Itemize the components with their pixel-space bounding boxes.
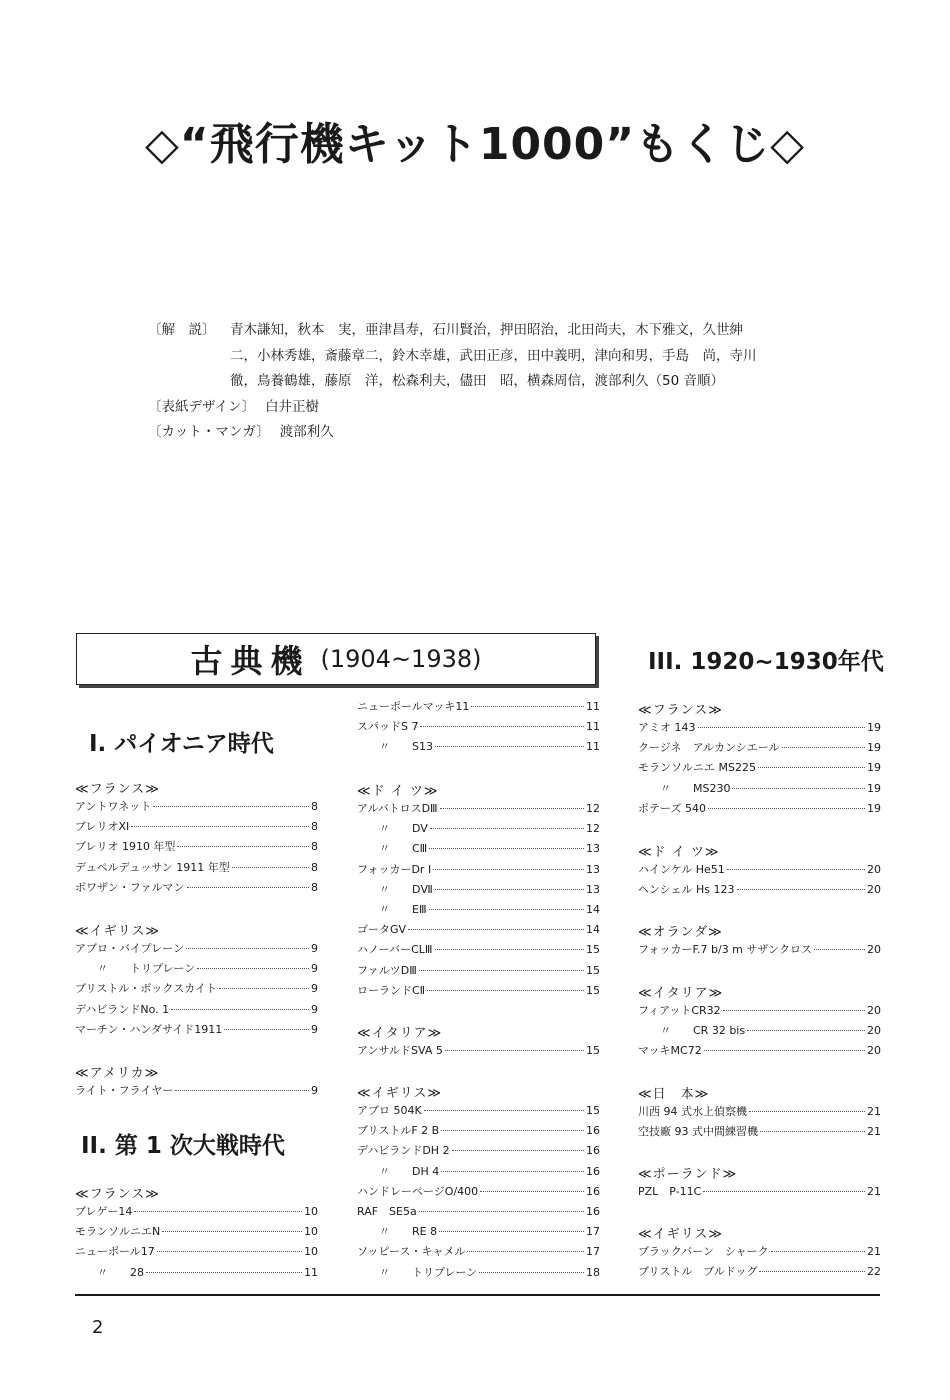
region-label: ≪日 本≫ [638,1087,710,1102]
toc-entry-page: 16 [586,1164,600,1178]
dot-leader [439,1231,584,1232]
toc-entry [638,800,881,818]
credit-value: 青木謙知，秋本 実，亜津昌寿，石川賢治，押田昭治，北田尚夫，木下雅文，久世紳二，小林秀雄，斎藤章二，鈴木幸雄，武田正彦，田中義明，津向和男，手島 尚，寺川 徹，鳥養鶴雄，藤原 洋，松森利夫，儘田 昭，横森周信，渡部利久（50 音順） [230,322,770,389]
toc-entry-page: 21 [867,1185,881,1198]
toc-entry [357,1243,600,1261]
toc-entry-page: 21 [867,1105,881,1118]
toc-entry-name: ニューポールマッキ11 [357,700,470,713]
toc-entry-page: 16 [586,1184,600,1198]
dot-leader [157,1251,302,1252]
region-label: ≪フランス≫ [638,703,723,718]
dot-leader [723,1010,865,1011]
dot-leader [698,727,866,728]
toc-entry [638,861,881,879]
toc-entry-page: 11 [586,740,600,754]
toc-entry-page: 15 [586,943,600,957]
toc-entry [638,1243,881,1261]
dot-leader [424,1110,584,1111]
dot-leader [747,1030,865,1031]
toc-entry-page: 8 [311,860,318,874]
dot-leader [175,1090,309,1091]
ditto-mark: 〃 [660,781,671,795]
toc-entry [75,960,318,978]
credit-cut-manga [148,420,758,446]
dot-leader [782,747,865,748]
toc-entry-name: DV [412,822,428,836]
toc-entry-name: ローランドCⅡ [357,983,426,997]
toc-entry-page: 14 [586,903,600,916]
toc-entry [75,879,318,897]
toc-entry-name: マッキMC72 [638,1044,702,1058]
section-years: (1904~1938) [320,645,482,673]
toc-entry [357,901,600,919]
toc-entry-page: 19 [867,761,881,775]
toc-entry-page: 14 [586,923,600,937]
dot-leader [749,1111,865,1112]
dot-leader [737,889,866,890]
dot-leader [134,1211,302,1212]
toc-entry-page: 9 [311,982,318,996]
region-label: ≪ド イ ツ≫ [357,784,439,799]
dot-leader [441,1130,584,1131]
toc-entry-name: ブレゲー14 [75,1205,133,1218]
dot-leader [435,949,584,950]
region-label: ≪イタリア≫ [357,1026,443,1041]
toc-entry-name: ゴータGV [357,923,407,937]
toc-entry-name: アルバトロスDⅢ [357,802,438,815]
credit-label: 〔カット・マンガ〕 [148,424,270,440]
region-label: ≪ド イ ツ≫ [638,845,720,860]
toc-entry-name: アンサルドSVA 5 [357,1044,443,1057]
toc-entry-name: ハノーバーCLⅢ [357,943,433,957]
toc-entry [357,820,600,838]
toc-entry [75,818,318,836]
toc-entry-name: アントワネット [75,800,152,813]
toc-entry-name: トリプレーン [130,962,196,976]
toc-entry-name: クージネ アルカンシエール [638,741,780,755]
toc-entry-name: ブレリオXI [75,820,130,834]
credit-label: 〔解 説〕 [148,322,216,338]
page-number: 2 [92,1317,104,1338]
toc-entry-page: 12 [586,802,600,815]
dot-leader [467,1251,584,1252]
dot-leader [452,1150,584,1151]
toc-entry-name: アブロ・バイプレーン [75,942,185,955]
toc-entry-page: 20 [867,943,881,956]
ditto-mark: 〃 [379,1225,390,1239]
toc-entry [638,1042,881,1060]
toc-entry-page: 19 [867,721,881,734]
toc-entry [357,982,600,1000]
toc-entry-name: EⅢ [412,903,427,916]
region-label: ≪フランス≫ [75,782,160,797]
toc-entry-name: ニューポール17 [75,1245,155,1259]
toc-entry [638,941,881,959]
dot-leader [420,726,584,727]
dot-leader [433,869,584,870]
dot-leader [419,970,584,971]
toc-entry-page: 10 [304,1225,318,1239]
toc-entry-name: S13 [412,740,433,754]
toc-entry-page: 15 [586,983,600,997]
dot-leader [146,1272,302,1273]
ditto-mark: 〃 [379,822,390,836]
dot-leader [727,869,865,870]
toc-entry-page: 18 [586,1265,600,1279]
dot-leader [704,1050,865,1051]
toc-entry [357,1042,600,1060]
toc-entry-page: 20 [867,1004,881,1017]
toc-entry-page: 17 [586,1245,600,1259]
toc-entry-name: CⅢ [412,842,428,856]
toc-entry [75,1001,318,1019]
toc-entry [75,1203,318,1221]
ditto-mark: 〃 [379,842,390,856]
toc-entry-name: ブラックバーン シャーク [638,1245,769,1258]
toc-entry-name: 川西 94 式水上偵察機 [638,1105,747,1118]
toc-entry-name: PZL P-11C [638,1185,702,1198]
ditto-mark: 〃 [379,1265,390,1279]
toc-entry [357,1183,600,1201]
toc-entry-page: 10 [304,1245,318,1259]
dot-leader [760,1131,865,1132]
toc-entry-page: 15 [586,1104,600,1117]
toc-entry-name: 空技廠 93 式中間練習機 [638,1125,758,1139]
toc-entry-name: ブリストル ブルドッグ [638,1265,758,1279]
toc-entry [357,1163,600,1181]
dot-leader [427,990,584,991]
toc-entry [357,861,600,879]
ditto-mark: 〃 [97,962,108,976]
ditto-mark: 〃 [660,1024,671,1038]
toc-entry [357,698,600,716]
dot-leader [419,1211,584,1212]
toc-entry [357,962,600,980]
ditto-mark: 〃 [379,882,390,896]
dot-leader [759,1271,865,1272]
toc-entry-name: RE 8 [412,1225,438,1239]
toc-entry [75,1264,318,1282]
toc-entry [75,980,318,998]
toc-entry [357,881,600,899]
toc-entry-page: 19 [867,781,881,795]
toc-entry [357,1223,600,1241]
dot-leader [153,806,309,807]
toc-entry-name: フォッカーF.7 b/3 m サザンクロス [638,943,812,956]
dot-leader [171,1009,309,1010]
dot-leader [408,929,584,930]
toc-entry-name: トリプレーン [412,1265,478,1279]
page-title: ◇“飛行機キット1000”もくじ◇ [144,119,806,170]
dot-leader [224,1029,309,1030]
dot-leader [732,788,865,789]
toc-entry [75,940,318,958]
dot-leader [441,1171,584,1172]
toc-entry-page: 9 [311,942,318,955]
toc-entry-name: マーチン・ハンダサイド1911 [75,1022,223,1036]
toc-entry-name: ポテーズ 540 [638,801,706,815]
toc-entry [638,881,881,899]
toc-entry [638,1123,881,1141]
region-label: ≪イギリス≫ [638,1227,723,1242]
ditto-mark: 〃 [379,740,390,754]
dot-leader [162,1231,302,1232]
toc-entry-page: 22 [867,1265,881,1279]
region-label: ≪フランス≫ [75,1187,160,1202]
toc-entry [638,780,881,798]
toc-entry-name: ブリストルF 2 B [357,1124,440,1138]
toc-entry [75,838,318,856]
toc-entry [357,800,600,818]
toc-entry-name: フォッカーDr I [357,862,432,876]
toc-entry [357,738,600,756]
toc-entry-page: 8 [311,800,318,813]
toc-entry [357,1203,600,1221]
toc-entry-name: ソッピース・キャメル [357,1245,466,1259]
toc-entry-page: 8 [311,820,318,834]
toc-entry-page: 8 [311,880,318,894]
toc-entry [75,1223,318,1241]
toc-entry-page: 20 [867,1044,881,1058]
dot-leader [131,826,309,827]
toc-entry-name: CR 32 bis [693,1024,746,1038]
toc-entry-name: ヘンシェル Hs 123 [638,883,735,897]
toc-entry-page: 11 [586,720,600,734]
toc-entry [75,1243,318,1261]
toc-entry-page: 19 [867,801,881,815]
toc-entry-page: 19 [867,741,881,755]
ditto-mark: 〃 [379,1164,390,1178]
dot-leader [758,767,865,768]
region-label: ≪アメリカ≫ [75,1066,160,1081]
toc-entry-page: 16 [586,1144,600,1158]
toc-entry-page: 15 [586,963,600,977]
toc-entry [357,718,600,736]
credit-value: 渡部利久 [279,424,334,440]
toc-entry-name: ファルツDⅢ [357,963,417,977]
toc-entry [638,1183,881,1201]
toc-entry-name: モランソルニエ MS225 [638,761,756,775]
toc-entry-page: 9 [311,1084,318,1097]
toc-entry [357,1142,600,1160]
toc-entry-page: 16 [586,1124,600,1138]
toc-entry-name: デュペルデュッサン 1911 年型 [75,860,230,874]
toc-entry-page: 16 [586,1205,600,1218]
toc-entry-name: アブロ 504K [357,1104,422,1117]
toc-entry-page: 15 [586,1044,600,1057]
toc-entry [638,1022,881,1040]
footer-rule [75,1294,880,1296]
toc-entry [75,1021,318,1039]
toc-entry [357,941,600,959]
toc-entry-name: デハビランドNo. 1 [75,1002,170,1016]
dot-leader [480,1191,584,1192]
toc-entry-name: RAF SE5a [357,1205,417,1218]
dot-leader [232,867,309,868]
toc-entry-page: 20 [867,1024,881,1038]
toc-entry-page: 9 [311,1002,318,1016]
toc-entry-name: ハンドレーページO/400 [357,1184,479,1198]
credit-cover-design [148,395,758,421]
toc-entry-name: DⅦ [412,882,433,896]
toc-entry [638,1263,881,1281]
toc-entry [75,859,318,877]
dot-leader [471,706,584,707]
ditto-mark: 〃 [97,1265,108,1279]
toc-entry-name: ハインケル He51 [638,863,725,876]
toc-entry-name: アミオ 143 [638,721,696,734]
dot-leader [197,968,309,969]
toc-entry [75,1082,318,1100]
toc-entry-name: モランソルニエN [75,1225,161,1239]
region-label: ≪ポーランド≫ [638,1167,738,1182]
dot-leader [440,808,584,809]
toc-entry-page: 8 [311,840,318,854]
credit-commentary [148,318,770,395]
credits [148,318,770,446]
dot-leader [771,1251,865,1252]
section-title: 古典機 [190,642,311,680]
region-label: ≪イギリス≫ [75,924,160,939]
ditto-mark: 〃 [379,903,390,916]
era-heading-pioneer: I. パイオニア時代 [89,731,274,757]
toc-entry-page: 9 [311,962,318,976]
toc-entry-name: 28 [130,1265,144,1279]
toc-entry-page: 10 [304,1205,318,1218]
toc-entry-name: スパッドS 7 [357,720,419,734]
toc-entry-page: 11 [304,1265,318,1279]
dot-leader [445,1050,584,1051]
toc-entry-page: 21 [867,1245,881,1258]
toc-entry-name: ライト・フライヤー [75,1084,174,1097]
dot-leader [814,949,865,950]
region-label: ≪イタリア≫ [638,986,724,1001]
toc-entry [638,1103,881,1121]
toc-entry-page: 17 [586,1225,600,1239]
toc-entry [357,1122,600,1140]
dot-leader [435,746,584,747]
toc-entry-name: フィアットCR32 [638,1004,721,1017]
toc-entry-page: 12 [586,822,600,836]
credit-value: 白井正樹 [265,398,320,415]
toc-entry [638,739,881,757]
toc-entry-name: MS230 [693,781,731,795]
toc-entry-page: 20 [867,883,881,897]
toc-entry [638,1002,881,1020]
toc-entry-name: デハビランドDH 2 [357,1144,450,1158]
era-heading-1920s: III. 1920~1930年代 [648,649,884,675]
toc-entry-page: 9 [311,1022,318,1036]
dot-leader [430,828,584,829]
dot-leader [708,808,865,809]
toc-entry [357,1264,600,1282]
region-label: ≪イギリス≫ [357,1086,442,1101]
dot-leader [435,889,584,890]
dot-leader [479,1272,584,1273]
toc-entry-page: 11 [586,700,600,713]
toc-entry [75,798,318,816]
toc-entry-page: 21 [867,1125,881,1139]
dot-leader [703,1191,865,1192]
era-heading-wwi: II. 第 1 次大戦時代 [81,1133,285,1159]
dot-leader [186,948,309,949]
dot-leader [219,988,309,989]
toc-entry-page: 13 [586,862,600,876]
toc-entry-page: 20 [867,863,881,876]
toc-entry [357,1102,600,1120]
toc-entry-name: ブレリオ 1910 年型 [75,840,176,854]
dot-leader [429,848,584,849]
dot-leader [177,846,309,847]
toc-entry-page: 13 [586,882,600,896]
toc-entry-name: ボワザン・ファルマン [75,880,185,894]
toc-entry [357,840,600,858]
toc-entry-name: ブリストル・ボックスカイト [75,982,217,996]
credit-label: 〔表紙デザイン〕 [148,398,256,415]
section-header-classic-aircraft [76,633,596,685]
dot-leader [187,887,309,888]
region-label: ≪オランダ≫ [638,925,723,940]
toc-entry-name: DH 4 [412,1164,440,1178]
toc-entry [357,921,600,939]
toc-entry [638,719,881,737]
dot-leader [429,909,584,910]
toc-entry [638,759,881,777]
toc-entry-page: 13 [586,842,600,856]
